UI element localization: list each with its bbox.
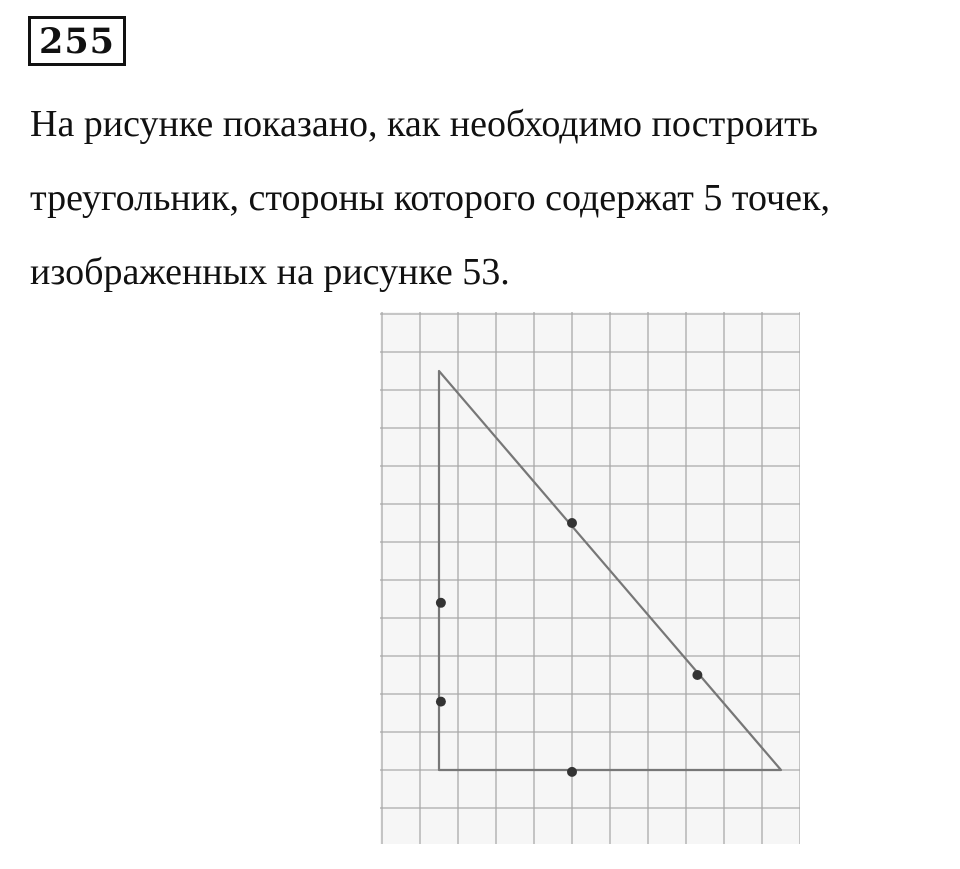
- triangle-point-1: [567, 518, 577, 528]
- task-number-box: [28, 16, 126, 66]
- triangle-point-5: [567, 767, 577, 777]
- triangle-point-2: [692, 670, 702, 680]
- triangle-figure: [380, 312, 800, 844]
- triangle-point-3: [436, 598, 446, 608]
- problem-text-line-3: изображенных на рисунке 53.: [30, 251, 510, 293]
- problem-text: [30, 87, 950, 309]
- triangle-drawing: [380, 312, 800, 844]
- grid-paper: [380, 312, 800, 844]
- triangle-point-4: [436, 697, 446, 707]
- problem-text-line-2: треугольник, стороны которого содержат 5 точек,: [30, 177, 830, 219]
- task-number: 255: [38, 20, 116, 62]
- problem-text-line-1: На рисунке показано, как необходимо построить: [30, 103, 818, 145]
